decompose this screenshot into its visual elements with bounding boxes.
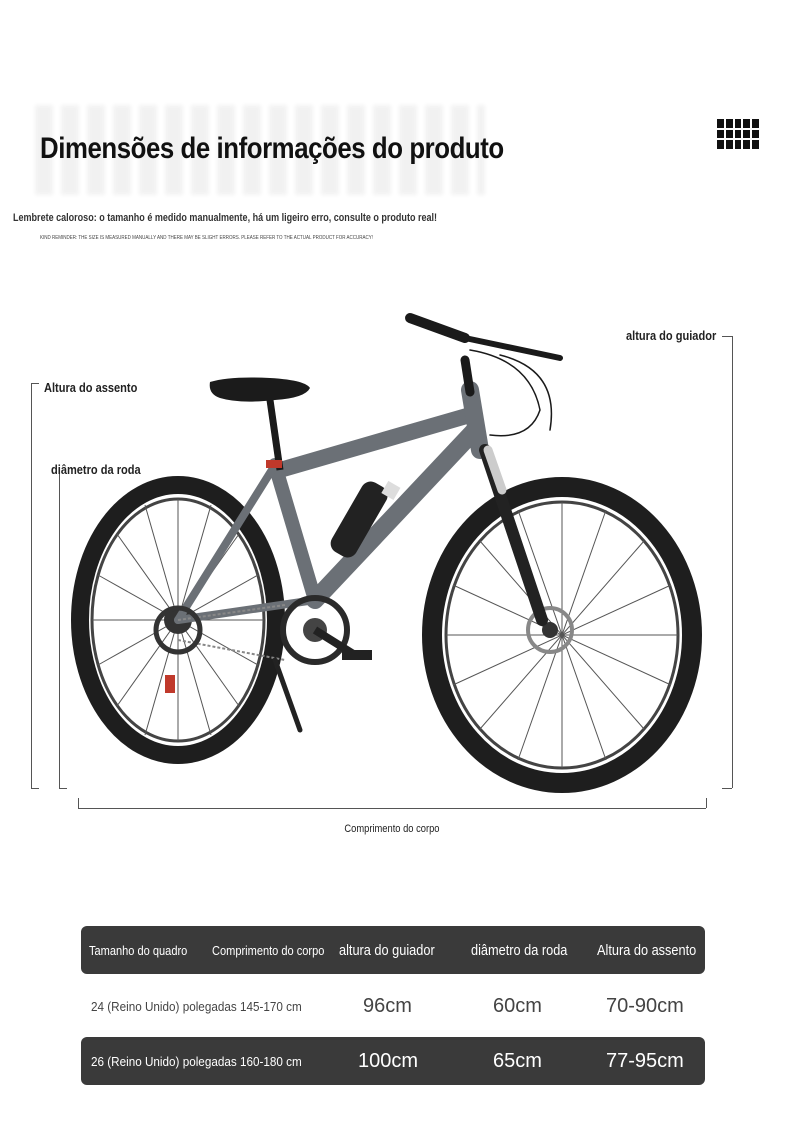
table-header [81,926,705,974]
bicycle-image [70,300,720,800]
header-handlebar-height: altura do guiador [339,941,435,959]
seat-height-tick-top [31,383,39,384]
body-length-label: Comprimento do corpo [344,823,440,835]
handlebar-height-label: altura do guiador [626,328,717,343]
table-row [81,1037,705,1085]
body-length-line [78,808,706,809]
header-wheel-diameter: diâmetro da roda [471,941,568,959]
row-seat: 77-95cm [606,1049,684,1072]
page-title: Dimensões de informações do produto [40,132,504,165]
handlebar-height-tick-bottom [722,788,732,789]
row-wheel: 65cm [493,1049,542,1072]
seat-height-tick-bottom [31,788,39,789]
reminder-note-english: KIND REMINDER: THE SIZE IS MEASURED MANUALLY AND THERE MAY BE SLIGHT ERRORS. PLEASE REFER TO THE ACTUAL PRODUCT FOR ACCURACY! [40,235,373,241]
row-handlebar: 96cm [363,994,412,1017]
header-frame-size: Tamanho do quadro [89,942,188,958]
row-size: 26 (Reino Unido) polegadas 160-180 cm [91,1053,302,1069]
kickstand [275,660,300,730]
header-seat-height: Altura do assento [597,941,697,959]
handlebar-height-tick-top [722,336,732,337]
row-wheel: 60cm [493,994,542,1017]
saddle [210,378,310,471]
row-size: 24 (Reino Unido) polegadas 145-170 cm [91,998,302,1014]
front-fork [485,450,542,620]
handlebar-height-line [732,336,733,788]
wheel-diameter-label: diâmetro da roda [51,462,141,477]
reminder-note: Lembrete caloroso: o tamanho é medido manualmente, há um ligeiro erro, consulte o produto real! [13,212,438,224]
row-handlebar: 100cm [358,1049,419,1072]
front-wheel [432,487,692,783]
header-body-length: Comprimento do corpo [212,942,325,958]
seat-height-label: Altura do assento [44,380,138,395]
table-row [81,982,705,1030]
row-seat: 70-90cm [606,994,684,1017]
seat-height-line [31,383,32,788]
wheel-diameter-tick-bottom [59,788,67,789]
wheel-diameter-line [59,470,60,788]
grid-menu-icon [717,119,759,149]
